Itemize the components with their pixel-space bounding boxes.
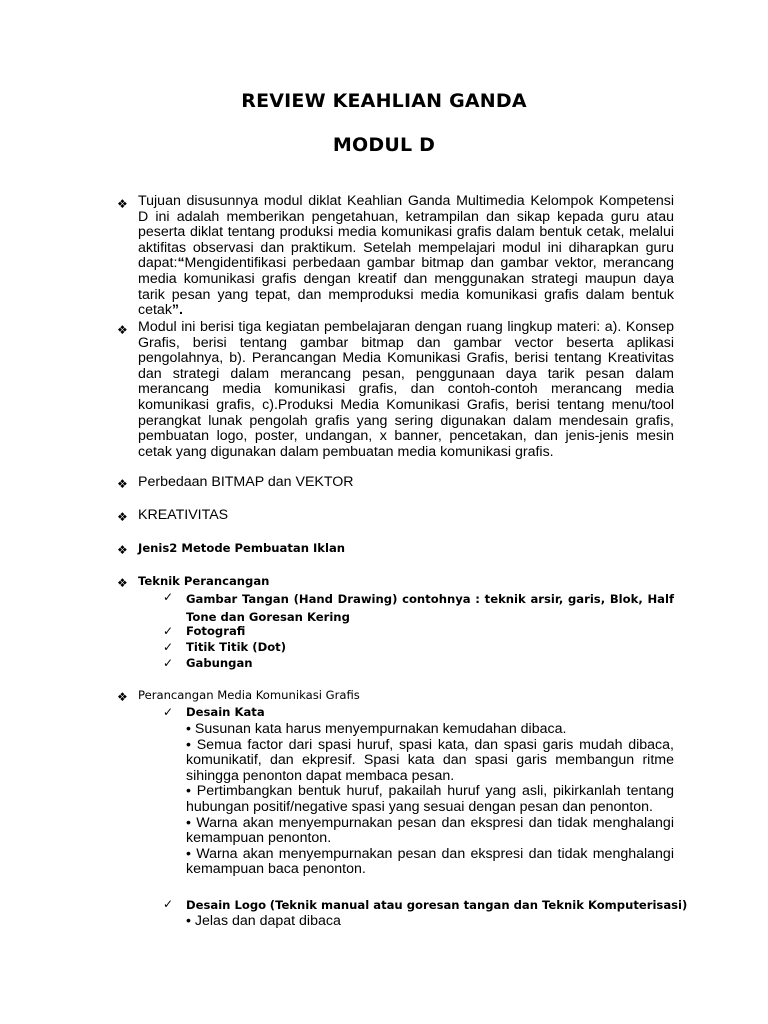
desain-kata-heading: Desain Kata	[186, 705, 265, 719]
bullet-icon: ❖	[117, 543, 128, 557]
item-teknik-perancangan: Teknik Perancangan	[138, 574, 270, 588]
bullet-icon: ❖	[117, 323, 128, 337]
intro-paragraph-2: Modul ini berisi tiga kegiatan pembelajaran dengan ruang lingkup materi: a). Konsep Grafis, berisi tentang gambar bitmap dan gambar vector beserta aplikasi pengolahnya, b). Perancangan Media Komunikasi Grafis, berisi tentang Kreativitas dan strategi dalam merancang pesan, penggunaan daya tarik pesan dalam merancang media komunikasi grafis, dan contoh-contoh merancang media komunikasi grafis, c).Produksi Media Komunikasi Grafis, berisi tentang menu/tool perangkat lunak pengolah grafis yang sering digunakan dalam mendesain grafis, pembuatan logo, poster, undangan, x banner, pencetakan, dan jenis-jenis mesin cetak yang digunakan dalam pembuatan media komunikasi grafis.	[138, 319, 674, 460]
teknik-item-gabungan: Gabungan	[186, 656, 253, 670]
desain-logo-points	[186, 914, 674, 930]
item-bitmap-vektor: Perbedaan BITMAP dan VEKTOR	[138, 474, 354, 490]
teknik-item-gambar-tangan: Gambar Tangan (Hand Drawing) contohnya : teknik arsir, garis, Blok, Half Tone dan Goresan Kering	[186, 592, 674, 624]
page-subtitle: MODUL D	[332, 134, 436, 156]
dot-icon: •	[186, 814, 191, 831]
item-kreativitas: KREATIVITAS	[138, 507, 229, 523]
check-icon: ✓	[163, 656, 174, 670]
teknik-item-titik: Titik Titik (Dot)	[186, 640, 287, 654]
bullet-icon: ❖	[117, 576, 128, 590]
intro-paragraph-1	[138, 194, 674, 319]
teknik-item-fotografi: Fotografi	[186, 624, 246, 638]
check-icon: ✓	[163, 640, 174, 654]
item-jenis-metode: Jenis2 Metode Pembuatan Iklan	[138, 541, 346, 555]
bullet-icon: ❖	[117, 477, 128, 491]
dot-icon: •	[186, 783, 191, 800]
intro-paragraph-1-quote: Mengidentifikasi perbedaan gambar bitmap dan gambar vektor, merancang media komunikasi grafis dengan kreatif dan menggunakan strategi maupun daya tarik pesan yang tepat, dan memproduksi media komunikasi grafis dalam bentuk cetak	[138, 255, 674, 319]
desain-logo-heading	[186, 898, 687, 912]
list-item: • Susunan kata harus menyempurnakan kemudahan dibaca.	[186, 721, 567, 737]
dot-icon: •	[186, 721, 191, 737]
check-icon: ✓	[163, 705, 174, 719]
intro-paragraph-1-text: Tujuan disusunnya modul diklat Keahlian Ganda Multimedia Kelompok Kompetensi D ini adalah memberikan pengetahuan, ketrampilan dan sikap kepada guru atau peserta diklat tentang produksi media komunikasi grafis dalam bentuk cetak, melalui aktifitas observasi dan praktikum. Setelah mempelajari modul ini diharapkan guru dapat:	[138, 193, 674, 272]
desain-logo-note: (Teknik manual atau goresan tangan dan Teknik Komputerisasi)	[269, 898, 688, 912]
check-icon: ✓	[163, 590, 174, 604]
desain-logo-label: Desain Logo	[186, 898, 267, 912]
list-item: • Semua factor dari spasi huruf, spasi kata, dan spasi garis mudah dibaca, komunikatif, dan ekpresif. Spasi kata dan spasi garis membangun ritme sihingga penonton dapat membaca pesan.	[186, 736, 674, 784]
dot-icon: •	[186, 913, 191, 929]
check-icon: ✓	[163, 897, 174, 911]
desain-kata-points	[186, 722, 674, 878]
dot-icon: •	[186, 845, 191, 862]
bullet-icon: ❖	[117, 510, 128, 524]
check-icon: ✓	[163, 624, 174, 638]
open-quote: “	[177, 255, 185, 272]
item-perancangan-media: Perancangan Media Komunikasi Grafis	[138, 688, 360, 702]
dot-icon: •	[186, 736, 191, 753]
list-item: • Warna akan menyempurnakan pesan dan ekspresi dan tidak menghalangi kemampuan penonton.	[186, 814, 674, 847]
list-item: • Pertimbangkan bentuk huruf, pakailah huruf yang asli, pikirkanlah tentang hubungan positif/negative spasi yang sesuai dengan pesan dan penonton.	[186, 783, 674, 815]
bullet-icon: ❖	[117, 690, 128, 704]
list-item: • Jelas dan dapat dibaca	[186, 913, 341, 929]
bullet-icon: ❖	[117, 197, 128, 211]
close-quote: ”.	[171, 302, 183, 319]
list-item: • Warna akan menyempurnakan pesan dan ekspresi dan tidak menghalangi kemampuan baca penonton.	[186, 845, 674, 878]
page-title: REVIEW KEAHLIAN GANDA	[241, 90, 527, 112]
